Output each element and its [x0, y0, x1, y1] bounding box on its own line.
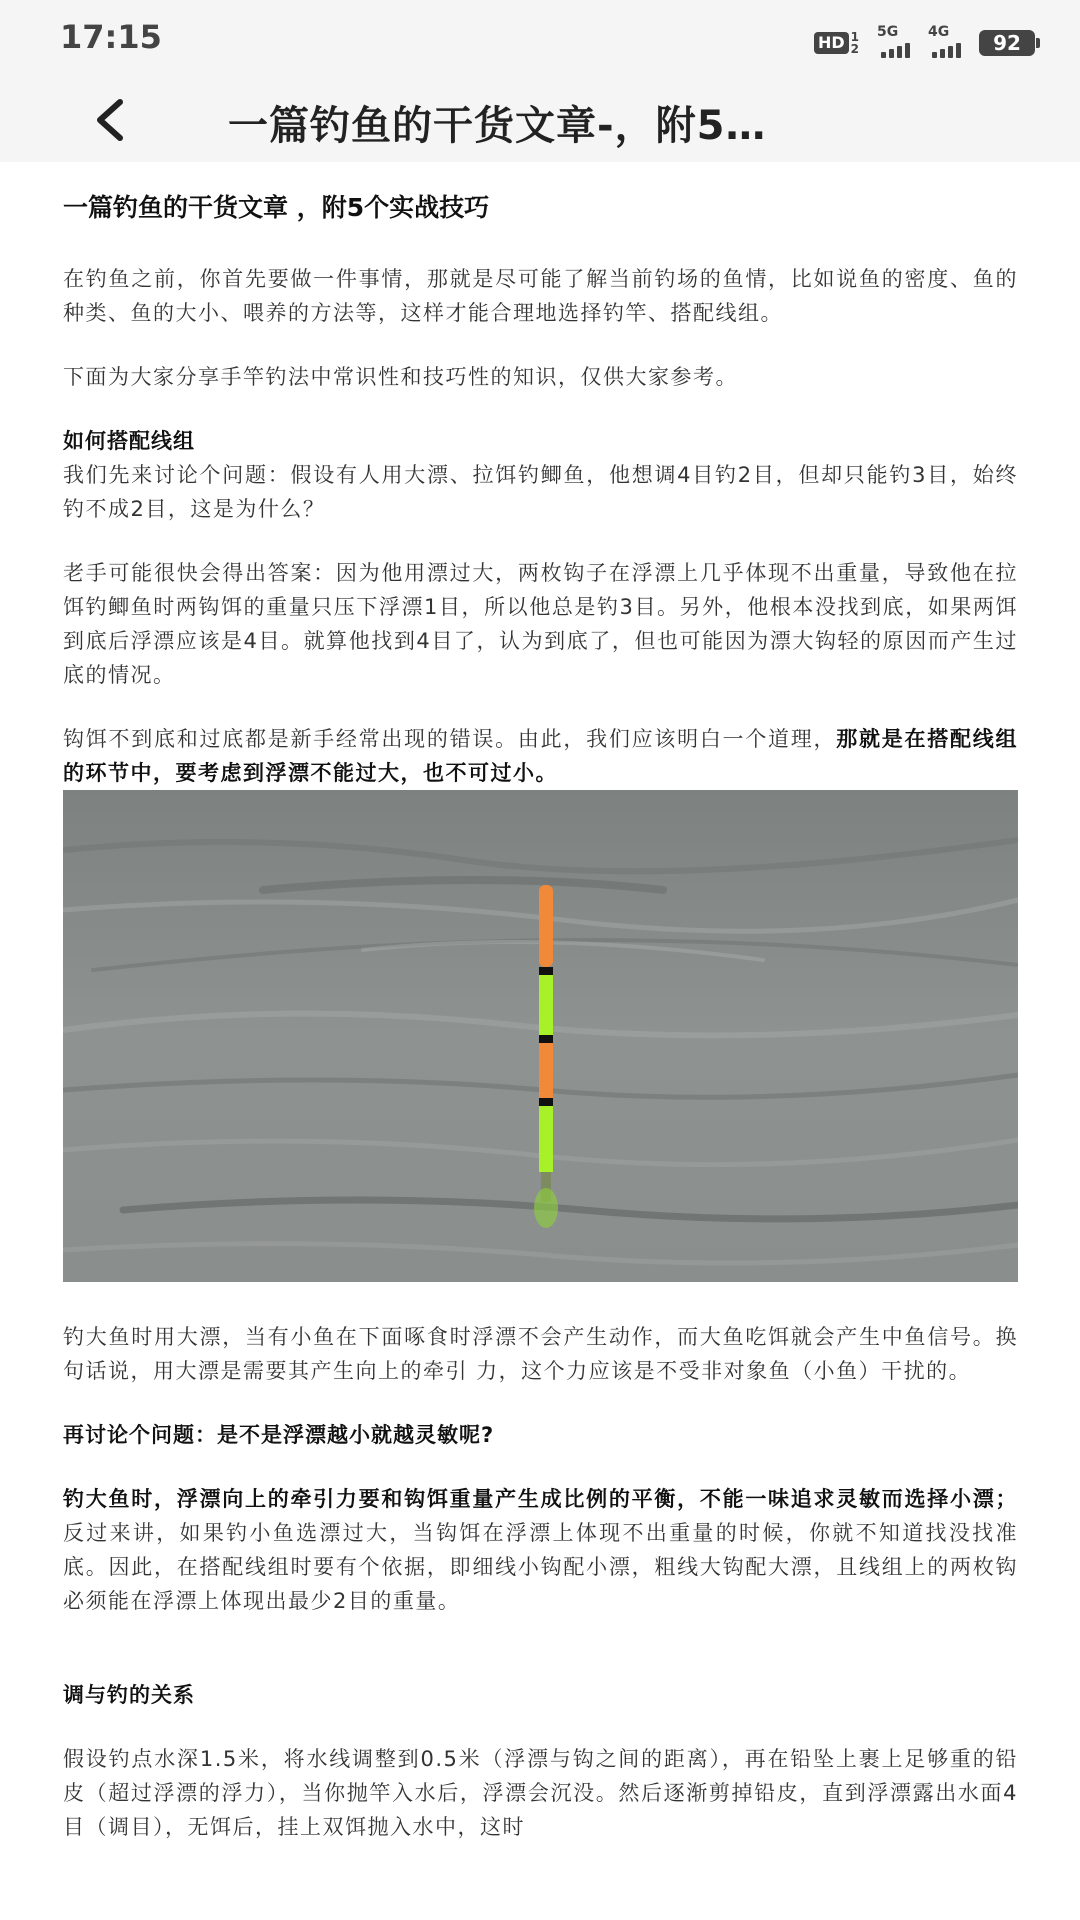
paragraph-3: 我们先来讨论个问题：假设有人用大漂、拉饵钓鲫鱼，他想调4目钓2目，但却只能钓3目，始终钓不成2目，这是为什么？ [63, 463, 1018, 521]
paragraph-6: 钓大鱼时用大漂，当有小鱼在下面啄食时浮漂不会产生动作，而大鱼吃饵就会产生中鱼信号。换句话说，用大漂是需要其产生向上的牵引 力，这个力应该是不受非对象鱼（小鱼）干扰的。 [63, 1325, 1018, 1383]
paragraph-5-emphasis: 那就是在搭配线组的环节中，要考虑到浮漂不能过大，也不可过小。 [63, 727, 1019, 785]
hd-label: HD [814, 32, 849, 54]
article-content [63, 162, 1018, 1844]
paragraph-7-text: 反过来讲，如果钓小鱼选漂过大，当钩饵在浮漂上体现不出重量的时候，你就不知道找没找准底。因此，在搭配线组时要有个依据，即细线小钩配小漂，粗线大钩配大漂，且线组上的两枚钩必须能在浮漂上体现出最少2目的重量。 [63, 1521, 1018, 1613]
paragraph-7 [63, 1482, 1018, 1618]
section-heading-1: 如何搭配线组 [63, 429, 195, 453]
hd-voice-icon [814, 31, 859, 55]
signal-4g-icon [928, 24, 961, 58]
paragraph-4: 老手可能很快会得出答案：因为他用漂过大，两枚钩子在浮漂上几乎体现不出重量，导致他在拉饵钓鲫鱼时两钩饵的重量只压下浮漂1目，所以他总是钓3目。另外，他根本没找到底，如果两饵到底后浮漂应该是4目。就算他找到4目了，认为到底了，但也可能因为漂大钩轻的原因而产生过底的情况。 [63, 561, 1018, 687]
nav-bar [0, 82, 1080, 162]
section-heading-3: 调与钓的关系 [63, 1683, 195, 1707]
hd-sub-bottom: 2 [850, 42, 859, 56]
network-label-4g: 4G [928, 24, 950, 40]
paragraph-5-text: 钩饵不到底和过底都是新手经常出现的错误。由此，我们应该明白一个道理， [63, 727, 837, 751]
section-heading-2: 再讨论个问题：是不是浮漂越小就越灵敏呢? [63, 1423, 495, 1447]
paragraph-8: 假设钓点水深1.5米，将水线调整到0.5米（浮漂与钩之间的距离），再在铅坠上裹上足够重的铅皮（超过浮漂的浮力），当你抛竿入水后，浮漂会沉没。然后逐渐剪掉铅皮，直到浮漂露出水面4目（调目），无饵后，挂上双饵抛入水中，这时 [63, 1747, 1018, 1839]
status-bar [0, 0, 1080, 82]
hd-sub [851, 31, 859, 55]
article-title: 一篇钓鱼的干货文章 ，附5个实战技巧 [63, 193, 490, 222]
paragraph-7-emphasis: 钓大鱼时，浮漂向上的牵引力要和钩饵重量产生成比例的平衡，不能一味追求灵敏而选择小漂； [63, 1487, 1018, 1511]
paragraph-5 [63, 722, 1018, 790]
signal-5g-icon [877, 24, 910, 58]
hd-sub-top: 1 [850, 30, 859, 44]
fishing-float-photo [63, 790, 1018, 1282]
status-indicators [814, 26, 1040, 60]
paragraph-2: 下面为大家分享手竿钓法中常识性和技巧性的知识，仅供大家参考。 [63, 365, 738, 389]
back-button[interactable] [80, 90, 140, 150]
page-title: 一篇钓鱼的干货文章-，附5… [228, 103, 767, 149]
battery-level: 92 [979, 30, 1035, 56]
battery-icon [979, 30, 1040, 56]
status-time: 17:15 [60, 18, 162, 56]
paragraph-1: 在钓鱼之前，你首先要做一件事情，那就是尽可能了解当前钓场的鱼情，比如说鱼的密度、鱼的种类、鱼的大小、喂养的方法等，这样才能合理地选择钓竿、搭配线组。 [63, 267, 1018, 325]
network-label-5g: 5G [877, 24, 899, 40]
chevron-left-icon [90, 96, 130, 144]
